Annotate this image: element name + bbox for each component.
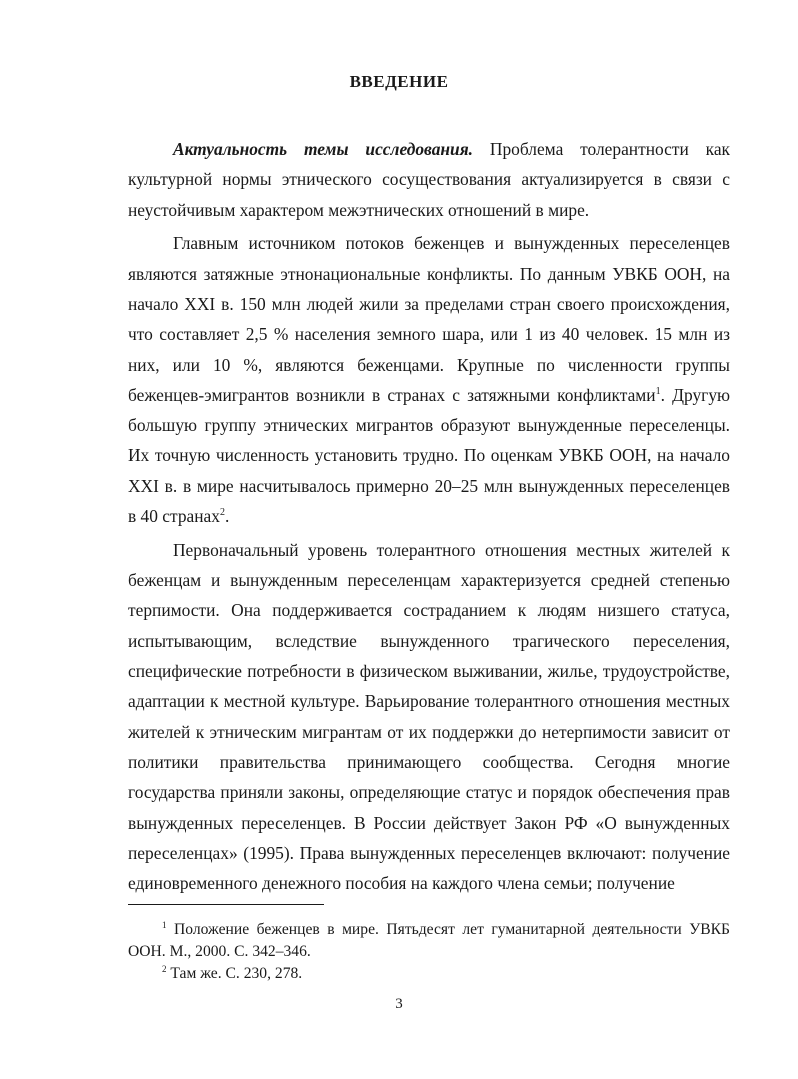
relevance-lead: Актуальность темы исследования. [173, 139, 474, 159]
footnotes [128, 919, 730, 985]
footnote-separator [128, 904, 324, 905]
footnote-1-text: Положение беженцев в мире. Пятьдесят лет гуманитарной деятельности УВКБ ООН. М., 2000. С. 342–346. [128, 921, 730, 960]
footnote-1 [128, 919, 730, 963]
footnote-2-text: Там же. С. 230, 278. [166, 965, 303, 982]
main-text [128, 134, 730, 902]
refugee-text-part1: Главным источником потоков беженцев и вынужденных переселенцев являются затяжные этнонациональные конфликты. По данным УВКБ ООН, на начало XXI в. 150 млн людей жили за пределами стран своего происхождения, что составляет 2,5 % населения земного шара, или 1 из 40 человек. 15 млн из них, или 10 %, являются беженцами. Крупные по численности группы беженцев-эмигрантов возникли в странах с затяжными конфликтами [128, 233, 730, 405]
footnote-mark-2: 2 [162, 963, 167, 974]
paragraph-relevance [128, 134, 730, 225]
relevance-text: Проблема толерантности как культурной нормы этнического сосуществования актуализируется в связи с неустойчивым характером межэтнических отношений в мире. [128, 139, 730, 220]
footnote-2 [128, 963, 730, 985]
footnote-ref-2: 2 [219, 507, 225, 519]
paragraph-tolerance-level [128, 535, 730, 899]
page-number: 3 [395, 996, 403, 1012]
refugee-text-part3: . [224, 506, 230, 527]
page-title: ВВЕДЕНИЕ [349, 72, 449, 91]
footnote-ref-1: 1 [655, 386, 661, 398]
refugee-text-part2: . Другую большую группу этнических мигрантов образуют вынужденные переселенцы. Их точную численность установить трудно. По оценкам УВКБ ООН, на начало XXI в. в мире насчитывалось примерно 20–25 млн вынужденных переселенцев в 40 странах [128, 384, 731, 527]
footnote-mark-1: 1 [162, 919, 167, 930]
tolerance-text: Первоначальный уровень толерантного отношения местных жителей к беженцам и вынужденным переселенцам характеризуется средней степенью терпимости. Она поддерживается состраданием к людям низшего статуса, испытывающим, вследствие вынужденного трагического переселения, специфические потребности в физическом выживании, жилье, трудоустройстве, адаптации к местной культуре. Варьирование толерантного отношения местных жителей к этническим мигрантам от их поддержки до нетерпимости зависит от политики правительства принимающего сообщества. Сегодня многие государства приняли законы, определяющие статус и порядок обеспечения прав вынужденных переселенцев. В России действует Закон РФ «О вынужденных переселенцах» (1995). Права вынужденных переселенцев включают: получение единовременного денежного пособия на каждого члена семьи; получение [128, 539, 730, 894]
paragraph-refugee-statistics [128, 228, 730, 531]
